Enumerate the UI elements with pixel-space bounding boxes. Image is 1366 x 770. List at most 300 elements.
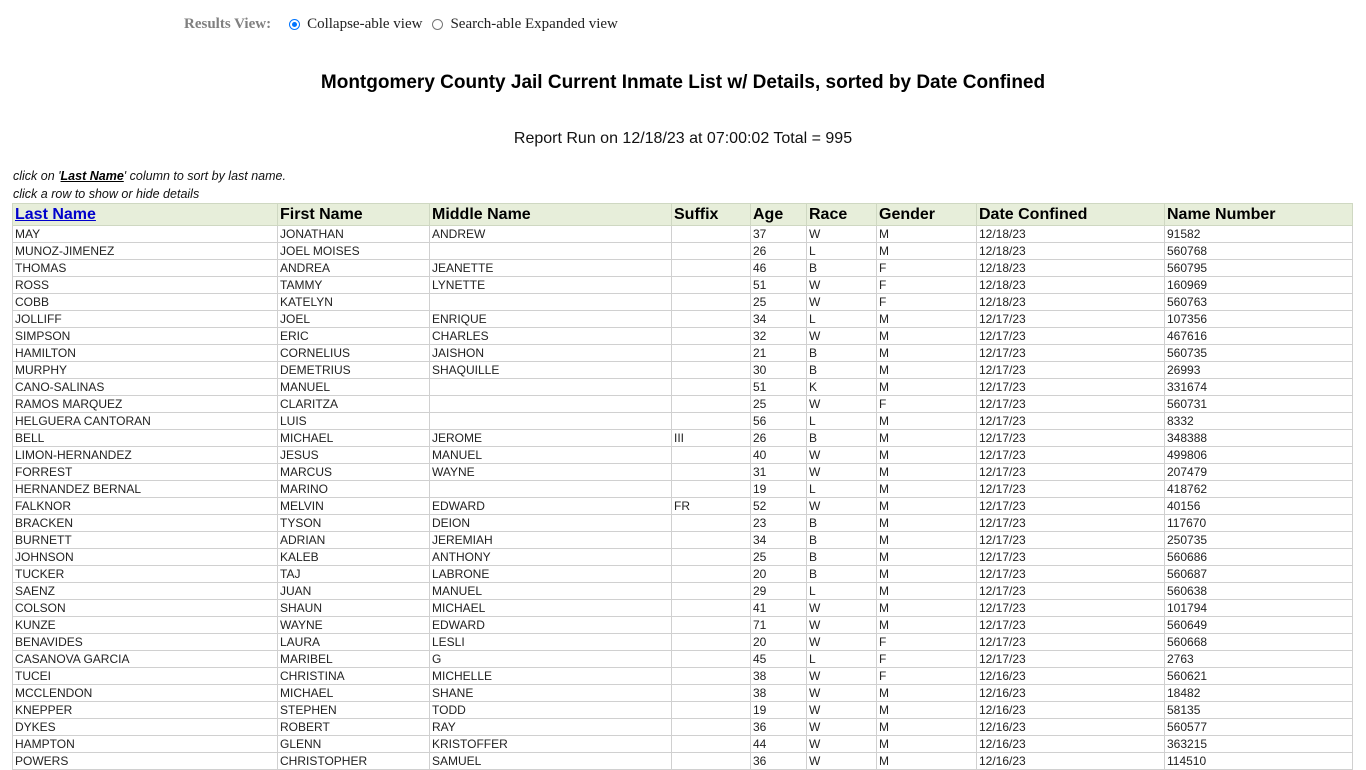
- table-header-row: [13, 204, 1353, 226]
- cell-middle-name: MANUEL: [430, 583, 672, 600]
- cell-gender: F: [877, 294, 977, 311]
- cell-name-number: 101794: [1165, 600, 1353, 617]
- cell-middle-name: LYNETTE: [430, 277, 672, 294]
- table-row[interactable]: [13, 481, 1353, 498]
- table-row[interactable]: [13, 311, 1353, 328]
- cell-suffix: [672, 260, 751, 277]
- cell-name-number: 560686: [1165, 549, 1353, 566]
- cell-middle-name: [430, 396, 672, 413]
- cell-age: 36: [751, 753, 807, 770]
- cell-age: 51: [751, 379, 807, 396]
- cell-name-number: 58135: [1165, 702, 1353, 719]
- cell-date-confined: 12/17/23: [977, 566, 1165, 583]
- expanded-view-option[interactable]: [432, 16, 617, 33]
- cell-first-name: KALEB: [278, 549, 430, 566]
- cell-last-name: TUCKER: [13, 566, 278, 583]
- table-row[interactable]: [13, 447, 1353, 464]
- cell-race: B: [807, 362, 877, 379]
- cell-suffix: [672, 447, 751, 464]
- cell-suffix: [672, 362, 751, 379]
- cell-age: 41: [751, 600, 807, 617]
- cell-race: B: [807, 345, 877, 362]
- cell-name-number: 207479: [1165, 464, 1353, 481]
- cell-race: L: [807, 481, 877, 498]
- cell-first-name: GLENN: [278, 736, 430, 753]
- cell-date-confined: 12/16/23: [977, 668, 1165, 685]
- cell-middle-name: KRISTOFFER: [430, 736, 672, 753]
- cell-gender: F: [877, 651, 977, 668]
- cell-first-name: LAURA: [278, 634, 430, 651]
- cell-first-name: MARIBEL: [278, 651, 430, 668]
- cell-race: W: [807, 328, 877, 345]
- cell-date-confined: 12/17/23: [977, 396, 1165, 413]
- cell-date-confined: 12/17/23: [977, 379, 1165, 396]
- cell-middle-name: CHARLES: [430, 328, 672, 345]
- cell-race: W: [807, 702, 877, 719]
- cell-race: W: [807, 685, 877, 702]
- cell-race: L: [807, 243, 877, 260]
- cell-last-name: SAENZ: [13, 583, 278, 600]
- cell-suffix: [672, 532, 751, 549]
- cell-race: W: [807, 498, 877, 515]
- cell-race: W: [807, 753, 877, 770]
- cell-date-confined: 12/17/23: [977, 345, 1165, 362]
- column-header-gender: Gender: [877, 204, 977, 226]
- cell-date-confined: 12/17/23: [977, 583, 1165, 600]
- table-row[interactable]: [13, 617, 1353, 634]
- cell-gender: F: [877, 260, 977, 277]
- cell-suffix: [672, 396, 751, 413]
- cell-age: 20: [751, 634, 807, 651]
- table-row[interactable]: [13, 260, 1353, 277]
- cell-date-confined: 12/18/23: [977, 277, 1165, 294]
- cell-suffix: [672, 634, 751, 651]
- cell-gender: M: [877, 549, 977, 566]
- cell-age: 25: [751, 396, 807, 413]
- cell-suffix: [672, 753, 751, 770]
- cell-age: 19: [751, 481, 807, 498]
- table-row[interactable]: [13, 294, 1353, 311]
- cell-first-name: WAYNE: [278, 617, 430, 634]
- cell-race: B: [807, 532, 877, 549]
- table-row[interactable]: [13, 498, 1353, 515]
- page-title: Montgomery County Jail Current Inmate List w/ Details, sorted by Date Confined: [320, 72, 1046, 93]
- cell-suffix: [672, 566, 751, 583]
- cell-middle-name: [430, 294, 672, 311]
- cell-age: 34: [751, 311, 807, 328]
- cell-race: W: [807, 464, 877, 481]
- cell-first-name: LUIS: [278, 413, 430, 430]
- cell-first-name: JOEL: [278, 311, 430, 328]
- cell-name-number: 560668: [1165, 634, 1353, 651]
- cell-date-confined: 12/16/23: [977, 702, 1165, 719]
- table-row[interactable]: [13, 362, 1353, 379]
- table-row[interactable]: [13, 583, 1353, 600]
- expanded-view-label: Search-able Expanded view: [450, 16, 618, 32]
- cell-gender: M: [877, 753, 977, 770]
- cell-suffix: [672, 413, 751, 430]
- cell-middle-name: LABRONE: [430, 566, 672, 583]
- cell-last-name: LIMON-HERNANDEZ: [13, 447, 278, 464]
- cell-age: 34: [751, 532, 807, 549]
- column-header-suffix: Suffix: [672, 204, 751, 226]
- cell-name-number: 250735: [1165, 532, 1353, 549]
- cell-middle-name: MICHELLE: [430, 668, 672, 685]
- cell-middle-name: LESLI: [430, 634, 672, 651]
- cell-race: K: [807, 379, 877, 396]
- cell-suffix: [672, 277, 751, 294]
- cell-last-name: ROSS: [13, 277, 278, 294]
- cell-date-confined: 12/17/23: [977, 413, 1165, 430]
- cell-middle-name: JAISHON: [430, 345, 672, 362]
- cell-suffix: [672, 600, 751, 617]
- cell-name-number: 117670: [1165, 515, 1353, 532]
- cell-middle-name: SHAQUILLE: [430, 362, 672, 379]
- cell-gender: M: [877, 430, 977, 447]
- cell-race: B: [807, 549, 877, 566]
- collapse-view-option[interactable]: [289, 16, 422, 33]
- cell-name-number: 560621: [1165, 668, 1353, 685]
- cell-age: 36: [751, 719, 807, 736]
- cell-age: 19: [751, 702, 807, 719]
- cell-race: B: [807, 430, 877, 447]
- cell-first-name: ANDREA: [278, 260, 430, 277]
- cell-last-name: BENAVIDES: [13, 634, 278, 651]
- column-header-last-name[interactable]: [13, 204, 278, 226]
- table-row[interactable]: [13, 719, 1353, 736]
- cell-last-name: BRACKEN: [13, 515, 278, 532]
- report-run-info: Report Run on 12/18/23 at 07:00:02 Total = 995: [513, 130, 853, 147]
- table-row[interactable]: [13, 702, 1353, 719]
- cell-age: 45: [751, 651, 807, 668]
- cell-first-name: TYSON: [278, 515, 430, 532]
- cell-middle-name: [430, 243, 672, 260]
- cell-suffix: [672, 328, 751, 345]
- column-header-date-confined: Date Confined: [977, 204, 1165, 226]
- cell-age: 26: [751, 430, 807, 447]
- cell-race: B: [807, 566, 877, 583]
- cell-date-confined: 12/17/23: [977, 498, 1165, 515]
- table-row[interactable]: [13, 532, 1353, 549]
- cell-age: 44: [751, 736, 807, 753]
- cell-first-name: ADRIAN: [278, 532, 430, 549]
- cell-date-confined: 12/17/23: [977, 600, 1165, 617]
- cell-race: W: [807, 600, 877, 617]
- cell-gender: M: [877, 702, 977, 719]
- cell-last-name: TUCEI: [13, 668, 278, 685]
- cell-last-name: JOLLIFF: [13, 311, 278, 328]
- cell-first-name: MARCUS: [278, 464, 430, 481]
- cell-suffix: [672, 651, 751, 668]
- cell-race: W: [807, 294, 877, 311]
- cell-last-name: POWERS: [13, 753, 278, 770]
- cell-first-name: TAMMY: [278, 277, 430, 294]
- cell-middle-name: JEANETTE: [430, 260, 672, 277]
- cell-name-number: 560731: [1165, 396, 1353, 413]
- cell-first-name: ERIC: [278, 328, 430, 345]
- table-row[interactable]: [13, 396, 1353, 413]
- sort-hint-suffix: ' column to sort by last name.: [123, 169, 286, 183]
- cell-gender: F: [877, 277, 977, 294]
- cell-date-confined: 12/18/23: [977, 294, 1165, 311]
- cell-date-confined: 12/17/23: [977, 549, 1165, 566]
- cell-gender: M: [877, 532, 977, 549]
- cell-name-number: 18482: [1165, 685, 1353, 702]
- cell-age: 21: [751, 345, 807, 362]
- cell-gender: M: [877, 566, 977, 583]
- cell-race: L: [807, 413, 877, 430]
- cell-gender: M: [877, 481, 977, 498]
- cell-first-name: JOEL MOISES: [278, 243, 430, 260]
- cell-gender: M: [877, 617, 977, 634]
- cell-gender: M: [877, 311, 977, 328]
- cell-gender: F: [877, 634, 977, 651]
- cell-suffix: [672, 481, 751, 498]
- cell-race: L: [807, 311, 877, 328]
- table-row[interactable]: [13, 634, 1353, 651]
- cell-gender: M: [877, 583, 977, 600]
- cell-middle-name: SHANE: [430, 685, 672, 702]
- cell-date-confined: 12/17/23: [977, 651, 1165, 668]
- cell-middle-name: ANTHONY: [430, 549, 672, 566]
- table-row[interactable]: [13, 600, 1353, 617]
- results-view-selector: [184, 16, 628, 33]
- cell-gender: M: [877, 243, 977, 260]
- table-row[interactable]: [13, 413, 1353, 430]
- cell-suffix: [672, 294, 751, 311]
- results-view-label: Results View:: [184, 16, 272, 32]
- cell-date-confined: 12/17/23: [977, 328, 1165, 345]
- cell-name-number: 467616: [1165, 328, 1353, 345]
- cell-suffix: [672, 736, 751, 753]
- cell-race: W: [807, 719, 877, 736]
- column-header-first-name: First Name: [278, 204, 430, 226]
- cell-first-name: ROBERT: [278, 719, 430, 736]
- cell-date-confined: 12/17/23: [977, 617, 1165, 634]
- collapse-view-label: Collapse-able view: [307, 16, 423, 32]
- cell-suffix: [672, 549, 751, 566]
- cell-last-name: HELGUERA CANTORAN: [13, 413, 278, 430]
- sort-hint-prefix: click on ': [13, 169, 61, 183]
- cell-age: 29: [751, 583, 807, 600]
- cell-age: 23: [751, 515, 807, 532]
- cell-suffix: [672, 515, 751, 532]
- cell-first-name: CHRISTINA: [278, 668, 430, 685]
- cell-suffix: [672, 617, 751, 634]
- table-row[interactable]: [13, 226, 1353, 243]
- table-row[interactable]: [13, 668, 1353, 685]
- cell-name-number: 107356: [1165, 311, 1353, 328]
- cell-date-confined: 12/18/23: [977, 243, 1165, 260]
- cell-race: W: [807, 736, 877, 753]
- cell-middle-name: MANUEL: [430, 447, 672, 464]
- cell-gender: M: [877, 345, 977, 362]
- cell-name-number: 363215: [1165, 736, 1353, 753]
- cell-suffix: III: [672, 430, 751, 447]
- cell-middle-name: EDWARD: [430, 498, 672, 515]
- cell-first-name: SHAUN: [278, 600, 430, 617]
- cell-date-confined: 12/17/23: [977, 430, 1165, 447]
- cell-name-number: 331674: [1165, 379, 1353, 396]
- cell-name-number: 560795: [1165, 260, 1353, 277]
- cell-name-number: 348388: [1165, 430, 1353, 447]
- collapse-view-radio[interactable]: [289, 19, 300, 30]
- cell-first-name: DEMETRIUS: [278, 362, 430, 379]
- cell-gender: M: [877, 600, 977, 617]
- table-row[interactable]: [13, 379, 1353, 396]
- cell-middle-name: JEROME: [430, 430, 672, 447]
- table-row[interactable]: [13, 277, 1353, 294]
- cell-last-name: RAMOS MARQUEZ: [13, 396, 278, 413]
- cell-name-number: 499806: [1165, 447, 1353, 464]
- cell-middle-name: G: [430, 651, 672, 668]
- cell-age: 31: [751, 464, 807, 481]
- cell-gender: M: [877, 226, 977, 243]
- cell-gender: M: [877, 413, 977, 430]
- cell-gender: M: [877, 719, 977, 736]
- table-row[interactable]: [13, 736, 1353, 753]
- column-header-age: Age: [751, 204, 807, 226]
- cell-date-confined: 12/17/23: [977, 481, 1165, 498]
- cell-last-name: MAY: [13, 226, 278, 243]
- cell-race: W: [807, 668, 877, 685]
- cell-first-name: JUAN: [278, 583, 430, 600]
- cell-race: B: [807, 515, 877, 532]
- cell-first-name: CHRISTOPHER: [278, 753, 430, 770]
- cell-age: 38: [751, 668, 807, 685]
- cell-middle-name: WAYNE: [430, 464, 672, 481]
- cell-last-name: FALKNOR: [13, 498, 278, 515]
- cell-date-confined: 12/18/23: [977, 226, 1165, 243]
- cell-age: 32: [751, 328, 807, 345]
- cell-gender: M: [877, 685, 977, 702]
- cell-date-confined: 12/18/23: [977, 260, 1165, 277]
- cell-middle-name: MICHAEL: [430, 600, 672, 617]
- cell-age: 56: [751, 413, 807, 430]
- cell-first-name: MICHAEL: [278, 685, 430, 702]
- cell-last-name: MUNOZ-JIMENEZ: [13, 243, 278, 260]
- cell-last-name: HAMPTON: [13, 736, 278, 753]
- cell-name-number: 560768: [1165, 243, 1353, 260]
- table-row[interactable]: [13, 566, 1353, 583]
- cell-first-name: MANUEL: [278, 379, 430, 396]
- cell-name-number: 91582: [1165, 226, 1353, 243]
- cell-suffix: [672, 226, 751, 243]
- table-row[interactable]: [13, 753, 1353, 770]
- cell-gender: M: [877, 736, 977, 753]
- cell-middle-name: ANDREW: [430, 226, 672, 243]
- cell-race: L: [807, 651, 877, 668]
- cell-age: 30: [751, 362, 807, 379]
- cell-first-name: JONATHAN: [278, 226, 430, 243]
- table-row[interactable]: [13, 345, 1353, 362]
- cell-first-name: CLARITZA: [278, 396, 430, 413]
- cell-suffix: [672, 243, 751, 260]
- cell-last-name: SIMPSON: [13, 328, 278, 345]
- cell-last-name: THOMAS: [13, 260, 278, 277]
- cell-date-confined: 12/17/23: [977, 447, 1165, 464]
- column-header-name-number: Name Number: [1165, 204, 1353, 226]
- cell-gender: M: [877, 447, 977, 464]
- cell-suffix: [672, 719, 751, 736]
- table-row[interactable]: [13, 515, 1353, 532]
- cell-last-name: FORREST: [13, 464, 278, 481]
- table-row[interactable]: [13, 651, 1353, 668]
- cell-name-number: 114510: [1165, 753, 1353, 770]
- table-row[interactable]: [13, 430, 1353, 447]
- cell-gender: M: [877, 328, 977, 345]
- table-row[interactable]: [13, 549, 1353, 566]
- cell-last-name: HERNANDEZ BERNAL: [13, 481, 278, 498]
- table-row[interactable]: [13, 464, 1353, 481]
- cell-suffix: [672, 311, 751, 328]
- cell-race: W: [807, 634, 877, 651]
- cell-gender: M: [877, 379, 977, 396]
- cell-name-number: 560649: [1165, 617, 1353, 634]
- cell-suffix: [672, 668, 751, 685]
- cell-date-confined: 12/17/23: [977, 362, 1165, 379]
- cell-name-number: 8332: [1165, 413, 1353, 430]
- cell-middle-name: TODD: [430, 702, 672, 719]
- cell-gender: M: [877, 515, 977, 532]
- cell-date-confined: 12/17/23: [977, 311, 1165, 328]
- cell-age: 51: [751, 277, 807, 294]
- cell-race: W: [807, 396, 877, 413]
- table-row[interactable]: [13, 243, 1353, 260]
- cell-suffix: [672, 379, 751, 396]
- cell-date-confined: 12/17/23: [977, 515, 1165, 532]
- cell-last-name: COBB: [13, 294, 278, 311]
- sort-hint-link[interactable]: Last Name: [60, 169, 124, 183]
- cell-name-number: 160969: [1165, 277, 1353, 294]
- cell-last-name: JOHNSON: [13, 549, 278, 566]
- cell-middle-name: RAY: [430, 719, 672, 736]
- cell-middle-name: [430, 481, 672, 498]
- cell-age: 25: [751, 549, 807, 566]
- expanded-view-radio[interactable]: [432, 19, 443, 30]
- cell-first-name: MARINO: [278, 481, 430, 498]
- cell-gender: F: [877, 396, 977, 413]
- cell-first-name: MELVIN: [278, 498, 430, 515]
- cell-last-name: COLSON: [13, 600, 278, 617]
- table-row[interactable]: [13, 685, 1353, 702]
- cell-age: 46: [751, 260, 807, 277]
- cell-name-number: 418762: [1165, 481, 1353, 498]
- row-hint: click a row to show or hide details: [13, 187, 200, 201]
- cell-first-name: STEPHEN: [278, 702, 430, 719]
- cell-age: 37: [751, 226, 807, 243]
- cell-last-name: MURPHY: [13, 362, 278, 379]
- cell-suffix: [672, 685, 751, 702]
- table-row[interactable]: [13, 328, 1353, 345]
- cell-middle-name: ENRIQUE: [430, 311, 672, 328]
- cell-date-confined: 12/17/23: [977, 464, 1165, 481]
- cell-last-name: KUNZE: [13, 617, 278, 634]
- cell-suffix: [672, 702, 751, 719]
- cell-age: 71: [751, 617, 807, 634]
- sort-hint: [13, 169, 286, 183]
- sort-last-name-link[interactable]: Last Name: [15, 206, 96, 223]
- cell-suffix: FR: [672, 498, 751, 515]
- cell-middle-name: DEION: [430, 515, 672, 532]
- cell-date-confined: 12/16/23: [977, 736, 1165, 753]
- cell-age: 26: [751, 243, 807, 260]
- cell-name-number: 560735: [1165, 345, 1353, 362]
- cell-middle-name: EDWARD: [430, 617, 672, 634]
- cell-last-name: HAMILTON: [13, 345, 278, 362]
- cell-name-number: 560638: [1165, 583, 1353, 600]
- cell-middle-name: SAMUEL: [430, 753, 672, 770]
